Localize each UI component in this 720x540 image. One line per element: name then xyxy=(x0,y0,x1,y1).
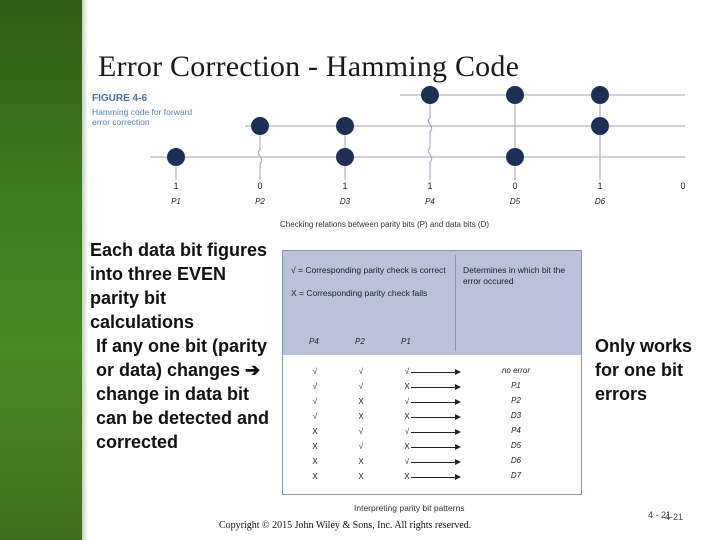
bit-value-2: 0 xyxy=(257,181,263,191)
copyright-footer: Copyright © 2015 John Wiley & Sons, Inc. All rights reserved. xyxy=(219,520,472,531)
table-row xyxy=(283,440,581,455)
dot-d3-a xyxy=(336,117,354,135)
dot-d5-b xyxy=(506,148,524,166)
cell-result: D5 xyxy=(510,441,522,450)
cell-p2: √ xyxy=(358,367,364,376)
cell-p1: X xyxy=(404,442,410,451)
right-note: Only works for one bit errors xyxy=(595,336,693,404)
dot-p1 xyxy=(167,148,185,166)
col-head-p4: P4 xyxy=(309,337,319,346)
dot-d6-a xyxy=(591,86,609,104)
cell-result: no error xyxy=(501,366,530,375)
table-header xyxy=(283,251,581,355)
bit-value-5: 0 xyxy=(512,181,518,191)
arrow-icon xyxy=(411,447,459,448)
legend-fail: X = Corresponding parity check fails xyxy=(291,288,428,298)
arrow-icon xyxy=(411,402,459,403)
cell-p4: X xyxy=(312,457,318,466)
legend-check: √ = Corresponding parity check is correct xyxy=(291,265,446,275)
dot-d3-b xyxy=(336,148,354,166)
bit-value-3: 1 xyxy=(342,181,348,191)
bit-label-5: D5 xyxy=(509,197,521,206)
cell-p1: √ xyxy=(404,427,410,436)
arrow-icon xyxy=(411,477,459,478)
cell-p1: X xyxy=(404,412,410,421)
cell-result: P4 xyxy=(511,426,521,435)
bit-label-3: D3 xyxy=(339,197,351,206)
table-row xyxy=(283,470,581,485)
cell-result: D6 xyxy=(510,456,522,465)
bit-value-6: 1 xyxy=(597,181,603,191)
bit-label-2: P2 xyxy=(255,197,265,206)
arrow-icon xyxy=(411,462,459,463)
sidebar-band xyxy=(0,0,82,540)
cell-p4: √ xyxy=(312,367,318,376)
page-number: 4 - 21 xyxy=(648,510,672,520)
figure-label: FIGURE 4-6 xyxy=(92,93,148,104)
cell-p1: √ xyxy=(404,367,410,376)
page-number-overlay: 4-21 xyxy=(665,512,684,522)
vline-d6 xyxy=(598,95,601,180)
dot-d6-b xyxy=(591,117,609,135)
table-row xyxy=(283,365,581,380)
cell-p4: X xyxy=(312,442,318,451)
cell-p2: X xyxy=(358,472,364,481)
bits-caption: Checking relations between parity bits (P) and data bits (D) xyxy=(280,220,489,229)
sidebar-fade xyxy=(82,0,88,540)
cell-p4: X xyxy=(312,472,318,481)
col-head-p1: P1 xyxy=(401,337,411,346)
table-row xyxy=(283,380,581,395)
vline-p4 xyxy=(428,95,431,180)
table-body xyxy=(283,357,581,494)
arrow-icon xyxy=(411,372,459,373)
cell-result: P2 xyxy=(511,396,521,405)
cell-p1: √ xyxy=(404,397,410,406)
table-legend xyxy=(291,265,451,311)
bit-label-4: P4 xyxy=(425,197,435,206)
left-text-main: Each data bit figures into three EVEN parity bit calculations xyxy=(90,240,268,332)
cell-p2: X xyxy=(358,412,364,421)
cell-result: P1 xyxy=(511,381,521,390)
table-right-header: Determines in which bit the error occured xyxy=(463,265,566,286)
table-row xyxy=(283,455,581,470)
cell-result: D3 xyxy=(510,411,522,420)
cell-p2: √ xyxy=(358,382,364,391)
slide-title: Error Correction - Hamming Code xyxy=(98,50,520,83)
cell-p4: √ xyxy=(312,397,318,406)
bit-value-7: 0 xyxy=(680,181,686,191)
bit-value-1: 1 xyxy=(173,181,179,191)
cell-p1: X xyxy=(404,472,410,481)
arrow-icon xyxy=(411,387,459,388)
dot-d5-a xyxy=(506,86,524,104)
cell-p2: √ xyxy=(358,442,364,451)
cell-p4: √ xyxy=(312,412,318,421)
hamming-diagram xyxy=(150,78,695,223)
arrow-icon xyxy=(411,432,459,433)
table-row xyxy=(283,395,581,410)
cell-result: D7 xyxy=(510,471,522,480)
cell-p2: X xyxy=(358,457,364,466)
table-row xyxy=(283,425,581,440)
left-text-sub: If any one bit (parity or data) changes ➔ change in data bit can be detected and corrected xyxy=(96,336,270,452)
table-caption: Interpreting parity bit patterns xyxy=(354,503,465,513)
cell-p4: √ xyxy=(312,382,318,391)
bit-label-1: P1 xyxy=(171,197,181,206)
figure-caption: Hamming code for forward error correction xyxy=(92,107,193,127)
dot-p2 xyxy=(251,117,269,135)
column-headers xyxy=(283,337,581,353)
col-head-p2: P2 xyxy=(355,337,365,346)
table-row xyxy=(283,410,581,425)
bit-label-6: D6 xyxy=(594,197,606,206)
cell-p1: X xyxy=(404,382,410,391)
dot-p4 xyxy=(421,86,439,104)
left-text-block xyxy=(90,238,270,454)
cell-p2: X xyxy=(358,397,364,406)
parity-table xyxy=(282,250,582,495)
bit-value-4: 1 xyxy=(427,181,433,191)
cell-p4: X xyxy=(312,427,318,436)
arrow-icon xyxy=(411,417,459,418)
cell-p2: √ xyxy=(358,427,364,436)
cell-p1: √ xyxy=(404,457,410,466)
